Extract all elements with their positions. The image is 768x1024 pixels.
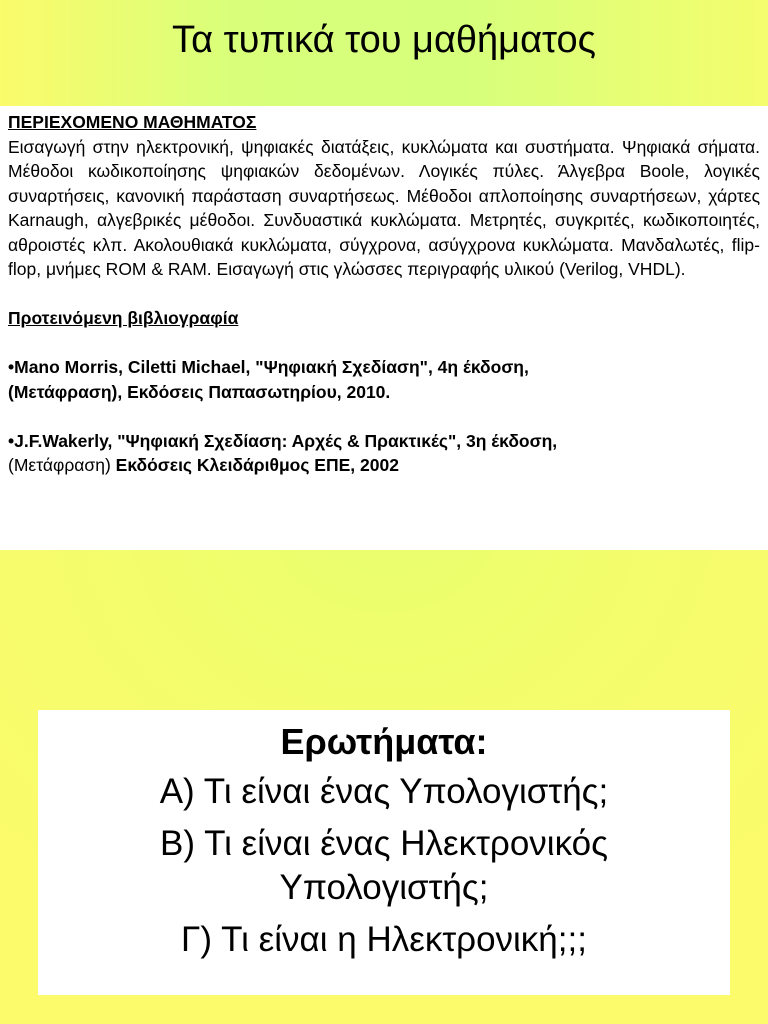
reference-1-line-2: (Μετάφραση), Εκδόσεις Παπασωτηρίου, 2010.: [8, 381, 391, 402]
questions-box: [38, 710, 730, 995]
spacer: [8, 331, 760, 356]
course-content-heading: ΠΕΡΙΕΧΟΜΕΝΟ ΜΑΘΗΜΑΤΟΣ: [8, 112, 257, 132]
reference-2-translation-note: (Μετάφραση): [8, 455, 116, 475]
reference-2-line-1: •J.F.Wakerly, "Ψηφιακή Σχεδίαση: Αρχές & Πρακτικές", 3η έκδοση,: [8, 430, 558, 451]
question-c: Γ) Τι είναι η Ηλεκτρονική;;;: [181, 920, 587, 959]
title-band: [0, 0, 768, 106]
spacer: [38, 910, 730, 918]
course-description: Εισαγωγή στην ηλεκτρονική, ψηφιακές διατάξεις, κυκλώματα και συστήματα. Ψηφιακά σήματα. Μέθοδοι κωδικοποίησης ψηφιακών δεδομένων. Λογικές πύλες. Άλγεβρα Boole, λογικές συναρτήσεις, κανονική παράσταση συναρτήσεως. Μέθοδοι απλοποίησης συναρτήσεων, χάρτες Karnaugh, αλγεβρικές μέθοδοι. Συνδυαστικά κυκλώματα. Μετρητές, συγκριτές, κωδικοποιητές, αθροιστές κλπ. Ακολουθιακά κυκλώματα, σύγχρονα, ασύγχρονα κυκλώματα. Μανδαλωτές, flip-flop, μνήμες ROM & RAM. Εισαγωγή στις γλώσσες περιγραφής υλικού (Verilog, VHDL).: [8, 136, 760, 279]
spacer: [38, 814, 730, 822]
question-a: Α) Τι είναι ένας Υπολογιστής;: [159, 772, 609, 811]
question-b-line-2: Υπολογιστής;: [279, 868, 489, 907]
reference-1-line-1: •Mano Morris, Ciletti Michael, "Ψηφιακή Σχεδίαση", 4η έκδοση,: [8, 357, 529, 377]
question-b-line-1: Β) Τι είναι ένας Ηλεκτρονικός: [160, 824, 608, 863]
reference-2: [8, 429, 760, 478]
slide-title: Τα τυπικά του μαθήματος: [172, 19, 596, 61]
bibliography-heading: Προτεινόμενη βιβλιογραφία: [8, 308, 239, 328]
reference-2-publisher: Εκδόσεις Κλειδάριθμος ΕΠΕ, 2002: [115, 455, 399, 475]
reference-1: [8, 355, 760, 404]
spacer: [8, 404, 760, 429]
reference-2-line-2: [8, 453, 760, 478]
spacer: [8, 282, 760, 307]
questions-heading: Ερωτήματα:: [280, 721, 488, 762]
course-content-box: [0, 106, 768, 550]
